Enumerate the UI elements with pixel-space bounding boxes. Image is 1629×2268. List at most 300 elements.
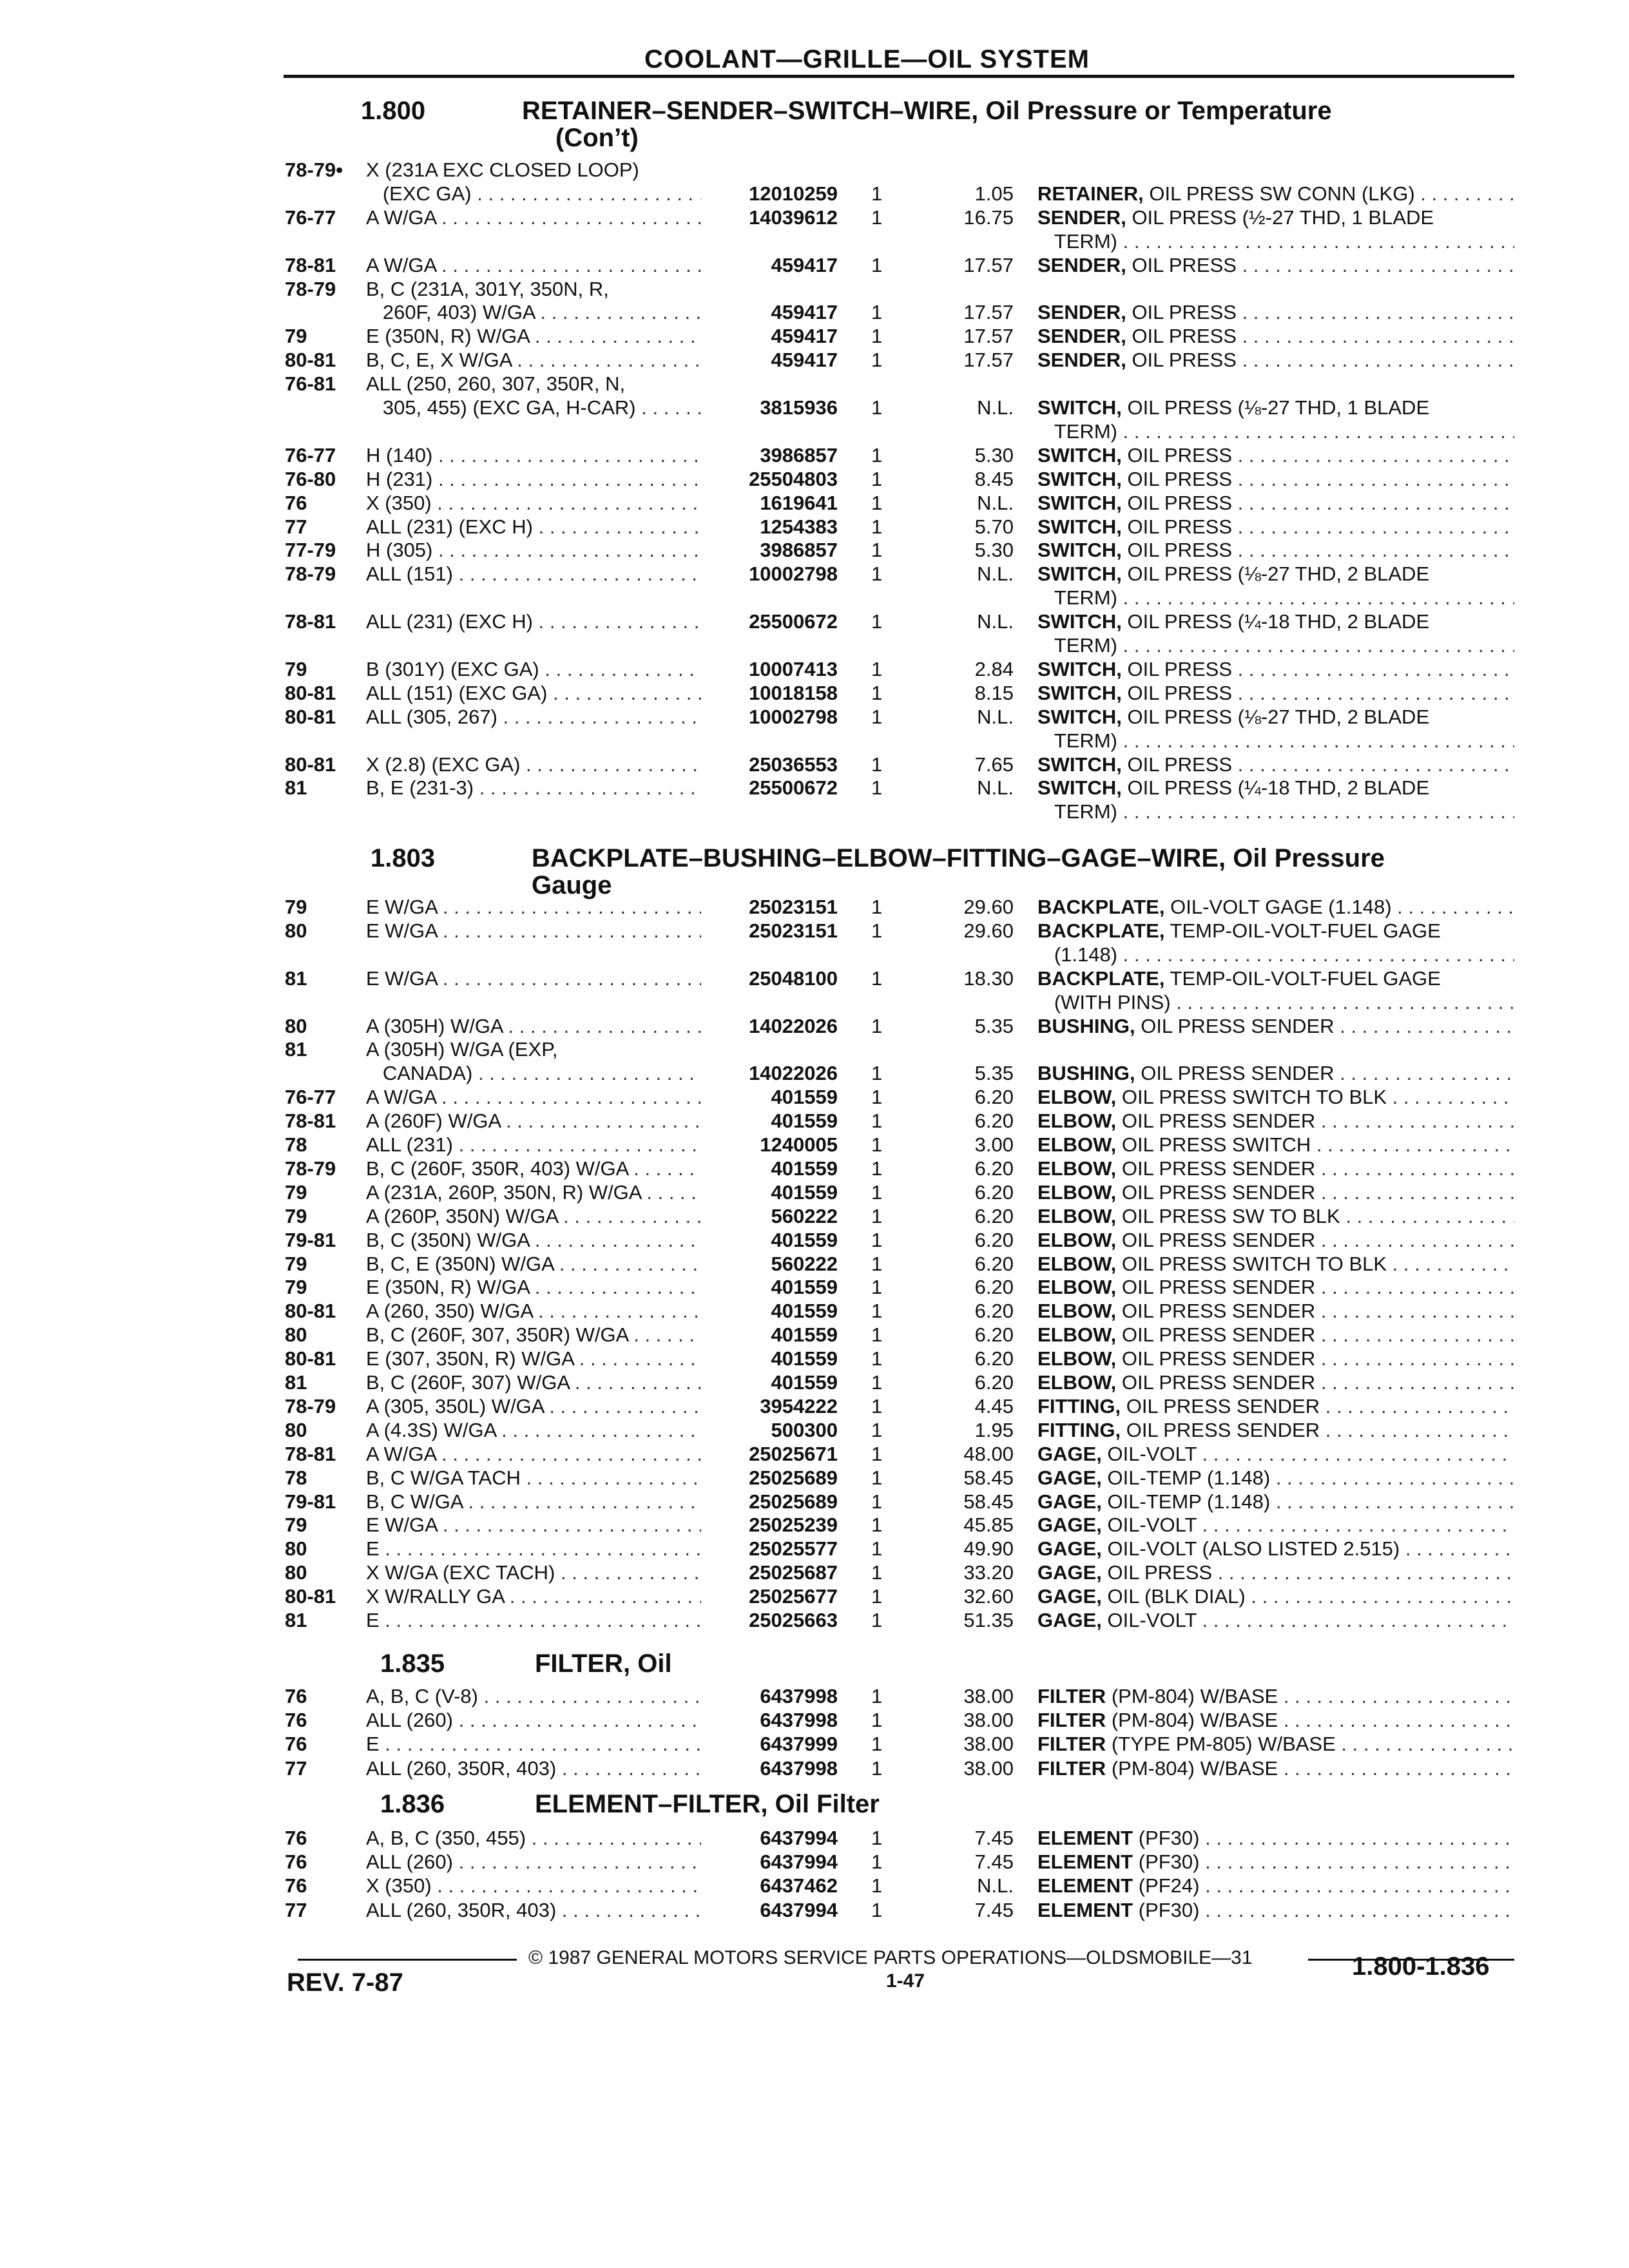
price-cell: 6.20 <box>974 1157 1014 1180</box>
description-cell <box>1037 254 1514 277</box>
table-row <box>0 1133 1629 1157</box>
part-name: SENDER, <box>1037 301 1126 323</box>
price-cell: 17.57 <box>963 254 1014 276</box>
part-description: TERM) <box>1037 729 1117 752</box>
part-number-cell: 560222 <box>771 1253 838 1275</box>
application-cell: E . . . <box>366 1609 701 1632</box>
description-cell <box>1037 1157 1514 1180</box>
section-heading-1800 <box>361 97 1332 126</box>
price-cell: 58.45 <box>963 1490 1014 1513</box>
part-description: OIL PRESS <box>1132 325 1237 347</box>
description-cell <box>1037 1609 1514 1632</box>
price-cell: N.L. <box>977 610 1014 633</box>
year-cell: 76 <box>285 492 307 514</box>
part-name: SWITCH, <box>1037 753 1122 776</box>
description-cell <box>1037 1585 1514 1608</box>
part-name: ELBOW, <box>1037 1133 1117 1156</box>
table-row <box>0 1157 1629 1180</box>
part-name: GAGE, <box>1037 1514 1102 1536</box>
year-cell: 76 <box>285 1685 307 1707</box>
part-number-cell: 10018158 <box>749 682 838 704</box>
year-cell: 79 <box>285 1514 307 1536</box>
table-row <box>0 1443 1629 1466</box>
application-cell: ALL (231) (EXC H) . . . <box>366 610 701 633</box>
table-row <box>0 1561 1629 1584</box>
table-row <box>0 1229 1629 1252</box>
application-cell: A W/GA . . . <box>366 206 701 229</box>
part-number-cell: 14022026 <box>749 1015 838 1037</box>
table-row <box>0 682 1629 705</box>
quantity-cell: 1 <box>871 301 883 323</box>
part-number-cell: 401559 <box>771 1086 838 1108</box>
year-cell: 79 <box>285 658 307 680</box>
application-cell: B, C (260F, 350R, 403) W/GA . . . <box>366 1157 701 1180</box>
part-name: SWITCH, <box>1037 492 1122 514</box>
part-number-cell: 25025671 <box>749 1443 838 1465</box>
application-cell: E (350N, R) W/GA . . . <box>366 1276 701 1299</box>
quantity-cell: 1 <box>871 1466 883 1489</box>
quantity-cell: 1 <box>871 1229 883 1251</box>
part-name: BACKPLATE, <box>1037 896 1165 918</box>
table-row <box>0 706 1629 729</box>
application-cell: ALL (260) . . . <box>366 1709 701 1732</box>
part-name: FILTER <box>1037 1709 1106 1731</box>
table-row <box>0 468 1629 491</box>
description-cell <box>1037 1395 1514 1418</box>
part-name: GAGE, <box>1037 1561 1102 1584</box>
application-cell: A W/GA . . . <box>366 1086 701 1109</box>
application-cell: X (2.8) (EXC GA) . . . <box>366 753 701 776</box>
part-number-cell: 1619641 <box>760 492 838 514</box>
table-row <box>0 1038 1629 1061</box>
price-cell: N.L. <box>977 492 1014 514</box>
year-cell: 76-77 <box>285 206 336 229</box>
part-name: ELBOW, <box>1037 1110 1117 1132</box>
description-cell <box>1037 230 1514 253</box>
application-cell: ALL (260) . . . <box>366 1850 701 1874</box>
table-row <box>0 1466 1629 1490</box>
price-cell: 2.84 <box>974 658 1014 680</box>
application-cell: H (231) . . . <box>366 468 701 491</box>
price-cell: 8.15 <box>974 682 1014 704</box>
quantity-cell: 1 <box>871 1757 883 1780</box>
table-row <box>0 349 1629 372</box>
part-number-cell: 10002798 <box>749 562 838 585</box>
quantity-cell: 1 <box>871 1733 883 1755</box>
description-cell <box>1037 182 1514 206</box>
part-description: OIL PRESS SWITCH TO BLK <box>1121 1253 1387 1275</box>
price-cell: 6.20 <box>974 1347 1014 1370</box>
table-row <box>0 1015 1629 1038</box>
part-name: ELBOW, <box>1037 1347 1117 1370</box>
part-name: ELBOW, <box>1037 1086 1117 1108</box>
year-cell: 78 <box>285 1133 307 1156</box>
part-number-cell: 25025677 <box>749 1585 838 1608</box>
part-name: GAGE, <box>1037 1443 1102 1465</box>
description-cell <box>1037 396 1514 419</box>
table-row <box>0 254 1629 277</box>
table-row <box>0 586 1629 610</box>
application-cell: B, E (231-3) . . . <box>366 776 701 800</box>
description-cell <box>1037 753 1514 776</box>
description-cell <box>1037 349 1514 372</box>
part-name: ELEMENT <box>1037 1827 1133 1849</box>
year-cell: 78-79 <box>285 278 336 300</box>
quantity-cell: 1 <box>871 539 883 561</box>
part-number-cell: 6437998 <box>760 1709 838 1731</box>
part-number-cell: 25025689 <box>749 1466 838 1489</box>
part-number-cell: 3954222 <box>760 1395 838 1418</box>
description-cell <box>1037 562 1514 586</box>
part-description: OIL PRESS SENDER <box>1121 1347 1316 1370</box>
year-cell: 76-77 <box>285 444 336 466</box>
description-cell <box>1037 1874 1514 1898</box>
part-number-cell: 401559 <box>771 1276 838 1298</box>
table-row <box>0 776 1629 800</box>
part-description: TERM) <box>1037 230 1117 253</box>
part-description: OIL PRESS <box>1127 539 1233 561</box>
part-number-cell: 401559 <box>771 1347 838 1370</box>
table-row <box>0 634 1629 657</box>
part-number-cell: 25500672 <box>749 610 838 633</box>
part-description: OIL PRESS SENDER <box>1121 1276 1316 1298</box>
part-description: (PM-804) W/BASE <box>1111 1685 1278 1707</box>
year-cell: 76 <box>285 1827 307 1849</box>
part-number-cell: 25025577 <box>749 1537 838 1560</box>
quantity-cell: 1 <box>871 1585 883 1608</box>
table-row <box>0 919 1629 943</box>
part-number-cell: 10007413 <box>749 658 838 680</box>
year-cell: 80 <box>285 1323 307 1346</box>
application-cell: A (231A, 260P, 350N, R) W/GA . . . <box>366 1181 701 1204</box>
price-cell: 6.20 <box>974 1229 1014 1251</box>
quantity-cell: 1 <box>871 1443 883 1465</box>
quantity-cell: 1 <box>871 1827 883 1849</box>
section-title: ELEMENT–FILTER, <box>535 1790 768 1818</box>
description-cell <box>1037 658 1514 681</box>
year-cell: 80-81 <box>285 349 336 371</box>
part-name: ELBOW, <box>1037 1323 1117 1346</box>
application-cell: (EXC GA) . . . <box>366 182 701 206</box>
description-cell <box>1037 206 1514 229</box>
part-description: OIL PRESS SENDER <box>1121 1323 1316 1346</box>
part-description: OIL PRESS (¼-18 THD, 2 BLADE <box>1127 776 1430 799</box>
price-cell: 6.20 <box>974 1276 1014 1298</box>
price-cell: 5.30 <box>974 444 1014 466</box>
part-name: SWITCH, <box>1037 539 1122 561</box>
quantity-cell: 1 <box>871 396 883 419</box>
table-row <box>0 515 1629 539</box>
header-rule <box>284 75 1514 78</box>
quantity-cell: 1 <box>871 706 883 728</box>
year-cell: 78-79 <box>285 1395 336 1418</box>
year-cell: 78-81 <box>285 1443 336 1465</box>
part-name: SENDER, <box>1037 349 1126 371</box>
quantity-cell: 1 <box>871 967 883 990</box>
part-description: OIL-TEMP (1.148) <box>1107 1490 1271 1513</box>
year-cell: 79 <box>285 1253 307 1275</box>
quantity-cell: 1 <box>871 919 883 942</box>
application-cell: B (301Y) (EXC GA) . . . <box>366 658 701 681</box>
price-cell: 6.20 <box>974 1253 1014 1275</box>
part-description: OIL PRESS (½-27 THD, 1 BLADE <box>1132 206 1434 229</box>
quantity-cell: 1 <box>871 1323 883 1346</box>
part-name: ELBOW, <box>1037 1181 1117 1204</box>
part-name: SWITCH, <box>1037 682 1122 704</box>
section-title: BACKPLATE–BUSHING–ELBOW–FITTING–GAGE–WIRE, <box>532 844 1226 872</box>
description-cell <box>1037 776 1514 800</box>
quantity-cell: 1 <box>871 753 883 776</box>
part-number-cell: 25500672 <box>749 776 838 799</box>
application-cell: E . . . <box>366 1733 701 1756</box>
application-cell: X (350) . . . <box>366 1874 701 1898</box>
part-name: SWITCH, <box>1037 562 1122 585</box>
table-row <box>0 1205 1629 1228</box>
part-description: OIL PRESS SW CONN (LKG) <box>1149 182 1415 205</box>
quantity-cell: 1 <box>871 1205 883 1227</box>
part-description: OIL PRESS (¼-18 THD, 2 BLADE <box>1127 610 1430 633</box>
part-description: (PM-804) W/BASE <box>1111 1709 1278 1731</box>
application-cell: E W/GA . . . <box>366 919 701 943</box>
part-number-cell: 500300 <box>771 1419 838 1441</box>
part-number-cell: 6437998 <box>760 1757 838 1780</box>
description-cell <box>1037 896 1514 919</box>
application-cell: A (305H) W/GA (EXP, <box>366 1038 558 1061</box>
price-cell: 33.20 <box>963 1561 1014 1584</box>
part-description: OIL PRESS <box>1132 349 1237 371</box>
table-row <box>0 1086 1629 1109</box>
description-cell <box>1037 1181 1514 1204</box>
part-description: (1.148) <box>1037 943 1118 966</box>
application-cell: A W/GA . . . <box>366 254 701 277</box>
part-name: SWITCH, <box>1037 776 1122 799</box>
part-number-cell: 401559 <box>771 1181 838 1204</box>
part-name: SWITCH, <box>1037 610 1122 633</box>
part-description: OIL PRESS <box>1107 1561 1213 1584</box>
part-number-cell: 459417 <box>771 349 838 371</box>
part-description: (PF30) <box>1138 1850 1200 1873</box>
page-header-title: COOLANT—GRILLE—OIL SYSTEM <box>644 45 1090 73</box>
application-cell: ALL (260, 350R, 403) . . . <box>366 1757 701 1780</box>
price-cell: 38.00 <box>963 1709 1014 1731</box>
description-cell <box>1037 919 1514 943</box>
description-cell <box>1037 1419 1514 1442</box>
table-row <box>0 230 1629 253</box>
section-heading-1836 <box>380 1790 880 1819</box>
price-cell: 6.20 <box>974 1181 1014 1204</box>
part-name: FILTER <box>1037 1733 1106 1755</box>
quantity-cell: 1 <box>871 1371 883 1394</box>
part-name: FILTER <box>1037 1685 1106 1707</box>
year-cell: 79 <box>285 1181 307 1204</box>
year-cell: 77-79 <box>285 539 336 561</box>
part-number-cell: 401559 <box>771 1229 838 1251</box>
table-row <box>0 1685 1629 1708</box>
table-row <box>0 1757 1629 1780</box>
section-heading-1835 <box>380 1649 672 1678</box>
part-name: GAGE, <box>1037 1537 1102 1560</box>
year-cell: 78-81 <box>285 254 336 276</box>
year-cell: 79 <box>285 325 307 347</box>
part-name: ELBOW, <box>1037 1157 1117 1180</box>
table-row <box>0 420 1629 443</box>
price-cell: 38.00 <box>963 1757 1014 1780</box>
part-name: FITTING, <box>1037 1395 1121 1418</box>
section-number: 1.836 <box>380 1790 445 1818</box>
quantity-cell: 1 <box>871 1062 883 1084</box>
application-cell: B, C, E (350N) W/GA . . . <box>366 1253 701 1276</box>
price-cell: 58.45 <box>963 1466 1014 1489</box>
part-description: OIL-VOLT <box>1107 1443 1197 1465</box>
part-name: SWITCH, <box>1037 468 1122 490</box>
year-cell: 76-80 <box>285 468 336 490</box>
description-cell <box>1037 1443 1514 1466</box>
part-description: TERM) <box>1037 634 1117 657</box>
part-number-cell: 401559 <box>771 1110 838 1132</box>
price-cell: 29.60 <box>963 896 1014 918</box>
section-subtitle: Oil <box>637 1649 672 1678</box>
year-cell: 79-81 <box>285 1490 336 1513</box>
year-cell: 80-81 <box>285 1347 336 1370</box>
part-number-cell: 459417 <box>771 301 838 323</box>
year-cell: 81 <box>285 776 307 799</box>
description-cell <box>1037 539 1514 562</box>
part-description: OIL-VOLT GAGE (1.148) <box>1170 896 1392 918</box>
part-description: OIL PRESS SW TO BLK <box>1121 1205 1340 1227</box>
quantity-cell: 1 <box>871 1300 883 1322</box>
part-number-cell: 25025239 <box>749 1514 838 1536</box>
description-cell <box>1037 515 1514 539</box>
application-cell: CANADA) . . . <box>366 1062 701 1085</box>
description-cell <box>1037 586 1514 610</box>
price-cell: 6.20 <box>974 1323 1014 1346</box>
price-cell: 7.45 <box>974 1827 1014 1849</box>
quantity-cell: 1 <box>871 515 883 538</box>
table-row <box>0 658 1629 681</box>
application-cell: ALL (305, 267) . . . <box>366 706 701 729</box>
year-cell: 78-81 <box>285 610 336 633</box>
application-cell: ALL (151) (EXC GA) . . . <box>366 682 701 705</box>
price-cell: 51.35 <box>963 1609 1014 1631</box>
application-cell: A (260P, 350N) W/GA . . . <box>366 1205 701 1228</box>
section-subtitle: Oil Filter <box>775 1790 880 1818</box>
table-row <box>0 372 1629 396</box>
price-cell: 45.85 <box>963 1514 1014 1536</box>
part-description: TERM) <box>1037 586 1117 609</box>
quantity-cell: 1 <box>871 1133 883 1156</box>
application-cell: A (4.3S) W/GA . . . <box>366 1419 701 1442</box>
part-name: GAGE, <box>1037 1609 1102 1631</box>
table-row <box>0 1062 1629 1085</box>
part-description: OIL PRESS SENDER <box>1126 1395 1320 1418</box>
year-cell: 78-79 <box>285 562 336 585</box>
year-cell: 79-81 <box>285 1229 336 1251</box>
description-cell <box>1037 610 1514 633</box>
application-cell: 305, 455) (EXC GA, H-CAR) . . . <box>366 396 701 419</box>
price-cell: 1.05 <box>974 182 1014 205</box>
price-cell: 1.95 <box>974 1419 1014 1441</box>
quantity-cell: 1 <box>871 492 883 514</box>
description-cell <box>1037 729 1514 753</box>
application-cell: 260F, 403) W/GA . . . <box>366 301 701 324</box>
section-subtitle: Oil Pressure or Temperature <box>985 97 1332 125</box>
year-cell: 80-81 <box>285 1585 336 1608</box>
part-number-cell: 10002798 <box>749 706 838 728</box>
description-cell <box>1037 444 1514 467</box>
table-row <box>0 301 1629 324</box>
table-row <box>0 1899 1629 1922</box>
part-name: SENDER, <box>1037 325 1126 347</box>
price-cell: N.L. <box>977 706 1014 728</box>
part-name: ELBOW, <box>1037 1229 1117 1251</box>
description-cell <box>1037 1253 1514 1276</box>
table-row <box>0 943 1629 966</box>
section-title: RETAINER–SENDER–SWITCH–WIRE, <box>522 97 979 125</box>
section-number: 1.835 <box>380 1649 445 1678</box>
price-cell: 17.57 <box>963 325 1014 347</box>
part-description: (PM-804) W/BASE <box>1111 1757 1278 1780</box>
part-description: OIL-VOLT (ALSO LISTED 2.515) <box>1107 1537 1400 1560</box>
part-description: OIL PRESS (⅛-27 THD, 2 BLADE <box>1127 562 1430 585</box>
part-number-cell: 6437994 <box>760 1899 838 1921</box>
part-name: SWITCH, <box>1037 706 1122 728</box>
description-cell <box>1037 1757 1514 1780</box>
part-name: ELEMENT <box>1037 1874 1133 1897</box>
quantity-cell: 1 <box>871 1110 883 1132</box>
price-cell: 38.00 <box>963 1685 1014 1707</box>
application-cell: A, B, C (350, 455) . . . <box>366 1827 701 1850</box>
quantity-cell: 1 <box>871 1537 883 1560</box>
year-cell: 81 <box>285 1609 307 1631</box>
part-description: OIL PRESS <box>1127 492 1233 514</box>
part-description: (PF30) <box>1138 1899 1200 1921</box>
quantity-cell: 1 <box>871 776 883 799</box>
year-cell: 80 <box>285 1015 307 1037</box>
description-cell <box>1037 1110 1514 1133</box>
application-cell: B, C W/GA TACH . . . <box>366 1466 701 1490</box>
part-description: (TYPE PM-805) W/BASE <box>1111 1733 1336 1755</box>
part-description: OIL PRESS SENDER <box>1141 1062 1335 1084</box>
description-cell <box>1037 991 1514 1014</box>
description-cell <box>1037 1323 1514 1347</box>
quantity-cell: 1 <box>871 325 883 347</box>
year-cell: 80 <box>285 1537 307 1560</box>
description-cell <box>1037 1514 1514 1537</box>
description-cell <box>1037 634 1514 657</box>
table-row <box>0 729 1629 753</box>
price-cell: 38.00 <box>963 1733 1014 1755</box>
price-cell: 6.20 <box>974 1205 1014 1227</box>
description-cell <box>1037 800 1514 823</box>
description-cell <box>1037 1347 1514 1370</box>
price-cell: 3.00 <box>974 1133 1014 1156</box>
table-row <box>0 1850 1629 1874</box>
application-cell: X (350) . . . <box>366 492 701 515</box>
footer-copyright: © 1987 GENERAL MOTORS SERVICE PARTS OPERATIONS—OLDSMOBILE—31 <box>528 1947 1253 1968</box>
part-name: SENDER, <box>1037 206 1126 229</box>
table-row <box>0 753 1629 776</box>
description-cell <box>1037 1276 1514 1299</box>
part-name: SENDER, <box>1037 254 1126 276</box>
quantity-cell: 1 <box>871 1709 883 1731</box>
price-cell: 7.45 <box>974 1850 1014 1873</box>
table-row <box>0 396 1629 419</box>
part-number-cell: 1254383 <box>760 515 838 538</box>
price-cell: 7.65 <box>974 753 1014 776</box>
year-cell: 78-79 <box>285 1157 336 1180</box>
part-name: ELBOW, <box>1037 1205 1117 1227</box>
part-number-cell: 3986857 <box>760 539 838 561</box>
